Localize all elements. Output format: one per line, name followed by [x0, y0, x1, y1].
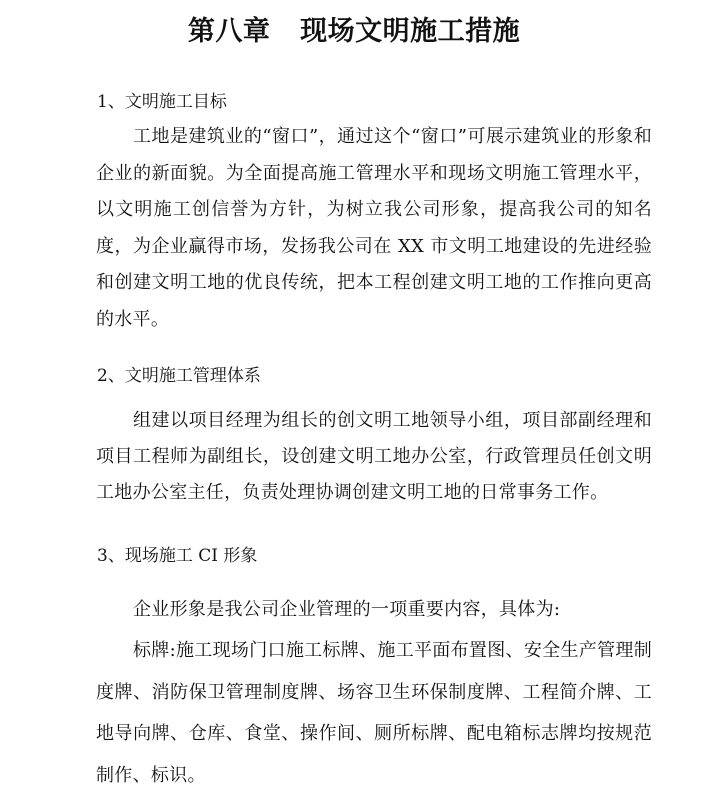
section-1-paragraph: 工地是建筑业的“窗口”，通过这个“窗口”可展示建筑业的形象和企业的新面貌。为全面提高施工管理水平和现场文明施工管理水平，以文明施工创信誉为方针，为树立我公司形象，提高我公司的知名度，为企业赢得市场，发扬我公司在 XX 市文明工地建设的先进经验和创建文明工地的优良传统，把本工程创建文明工地的工作推向更高的水平。 — [96, 126, 652, 330]
chapter-title: 第八章 现场文明施工措施 — [187, 16, 521, 47]
section-2-paragraph: 组建以项目经理为组长的创文明工地领导小组，项目部副经理和项目工程师为副组长，设创建文明工地办公室，行政管理员任创文明工地办公室主任，负责处理协调创建文明工地的日常事务工作。 — [96, 410, 652, 503]
section-3-intro-paragraph: 企业形象是我公司企业管理的一项重要内容，具体为: — [133, 599, 561, 620]
section-3-signage-paragraph: 标牌:施工现场门口施工标牌、施工平面布置图、安全生产管理制度牌、消防保卫管理制度牌、场容卫生环保制度牌、工程简介牌、工地导向牌、仓库、食堂、操作间、厕所标牌、配电箱标志牌均按规范制作、标识。 — [96, 640, 652, 786]
section-heading-3: 3、现场施工 CI 形象 — [97, 546, 258, 566]
section-heading-2: 2、文明施工管理体系 — [97, 366, 261, 386]
section-heading-1: 1、文明施工目标 — [97, 92, 227, 112]
